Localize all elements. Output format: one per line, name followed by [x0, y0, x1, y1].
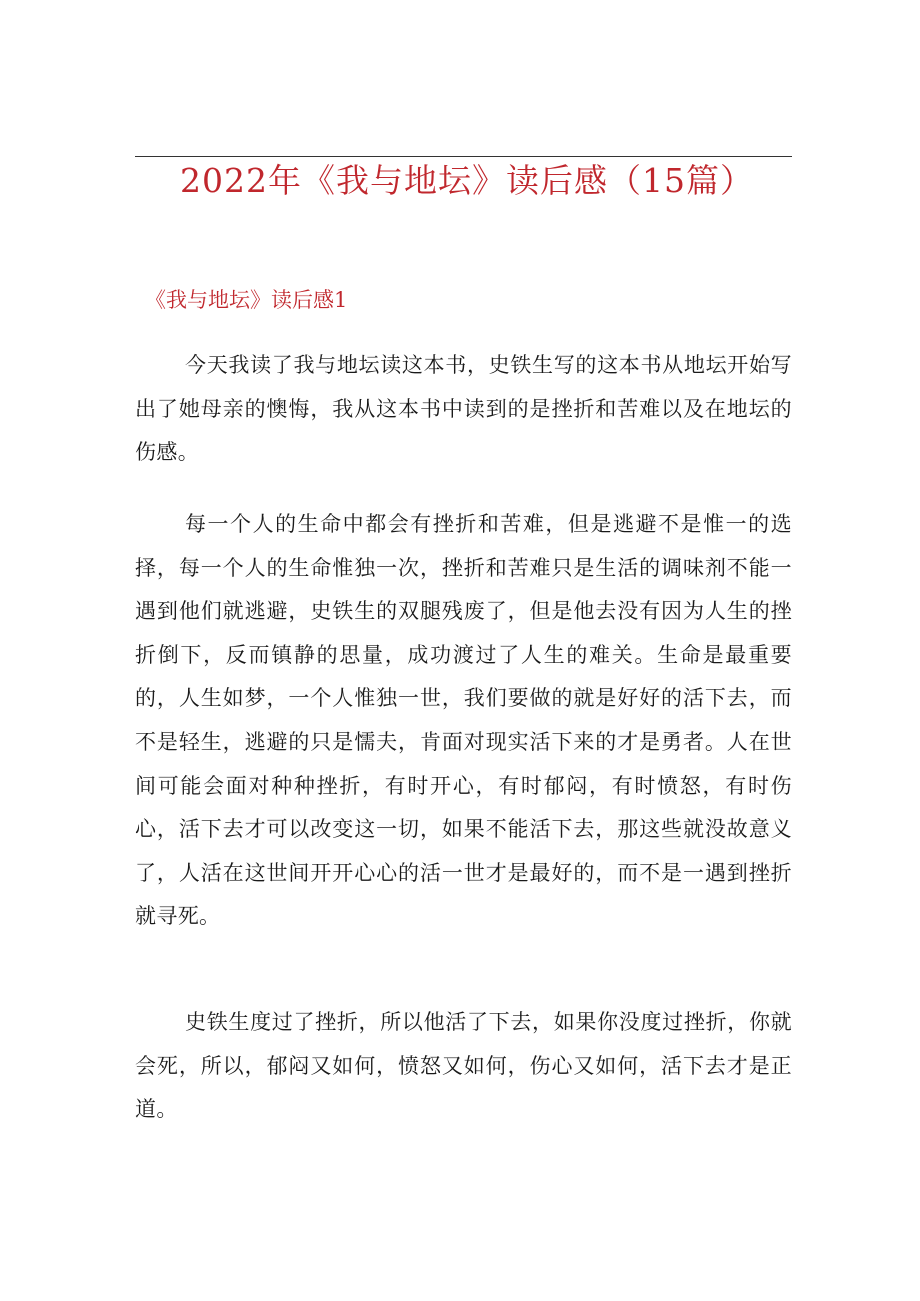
paragraph-2: 每一个人的生命中都会有挫折和苦难，但是逃避不是惟一的选择，每一个人的生命惟独一次，挫折和苦难只是生活的调味剂不能一遇到他们就逃避，史铁生的双腿残废了，但是他去没有因为人生的挫折倒下，反而镇静的思量，成功渡过了人生的难关。生命是最重要的，人生如梦，一个人惟独一世，我们要做的就是好好的活下去，而不是轻生，逃避的只是懦夫，肯面对现实活下来的才是勇者。人在世间可能会面对种种挫折，有时开心，有时郁闷，有时愤怒，有时伤心，活下去才可以改变这一切，如果不能活下去，那这些就没故意义了，人活在这世间开开心心的活一世才是最好的，而不是一遇到挫折就寻死。 [135, 512, 792, 929]
section-heading: 《我与地坛》读后感1 [145, 288, 348, 312]
document-title: 2022年《我与地坛》读后感（15篇） [180, 161, 754, 200]
paragraph-3: 史铁生度过了挫折，所以他活了下去，如果你没度过挫折，你就会死，所以，郁闷又如何，愤怒又如何，伤心又如何，活下去才是正道。 [135, 1010, 792, 1122]
header-rule [135, 156, 792, 157]
paragraph-1: 今天我读了我与地坛读这本书，史铁生写的这本书从地坛开始写出了她母亲的懊悔，我从这本书中读到的是挫折和苦难以及在地坛的伤感。 [135, 353, 792, 465]
